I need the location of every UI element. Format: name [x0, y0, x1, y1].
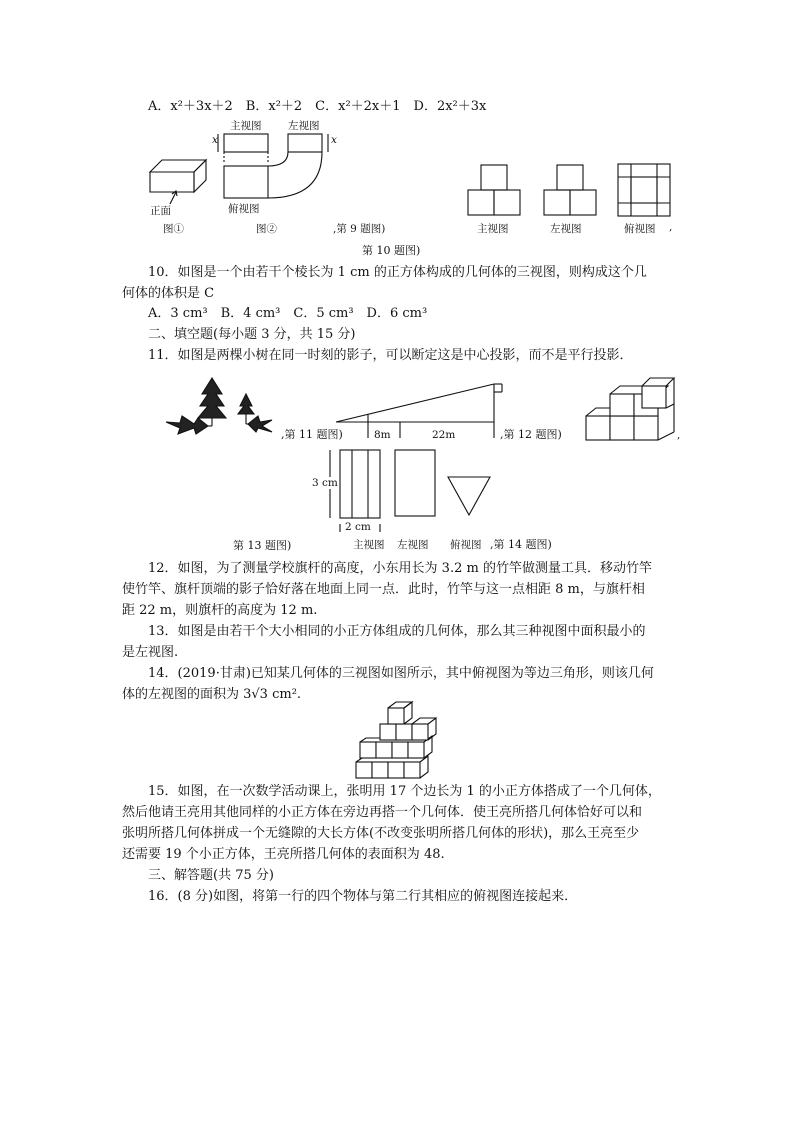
fig10-left-view-label: 左视图	[550, 223, 582, 235]
fig9-front-label: 正面	[150, 205, 171, 217]
fig14-main-view-label: 主视图	[353, 539, 385, 551]
fig9-fig2-label: 图②	[256, 223, 277, 235]
section-2-title: 二、填空题(每小题 3 分，共 15 分)	[148, 327, 356, 342]
fig9-caption: ,第 9 题图)	[333, 223, 386, 235]
q16-text: 16．(8 分)如图，将第一行的四个物体与第二行其相应的俯视图连接起来．	[148, 889, 578, 904]
fig10-caption: 第 10 题图)	[362, 244, 421, 257]
fig11-trees	[164, 376, 284, 436]
fig10-tail: ,	[669, 221, 673, 233]
fig9-top-view-label: 俯视图	[228, 203, 260, 215]
fig13-caption: 第 13 题图)	[233, 539, 292, 552]
q11-text: 11．如图是两棵小树在同一时刻的影子，可以断定这是中心投影，而不是平行投影．	[148, 348, 633, 363]
fig14-top-view-label: 俯视图	[450, 539, 482, 551]
fig13-tail: ,	[677, 429, 681, 441]
q13-line1: 13．如图是由若干个大小相同的小正方体组成的几何体，那么其三种视图中面积最小的	[148, 624, 646, 639]
q12-line1: 12．如图，为了测量学校旗杆的高度，小东用长为 3.2 m 的竹竿做测量工具．移动竹竿	[148, 561, 652, 576]
fig10-top-view	[617, 163, 673, 219]
section-3-title: 三、解答题(共 75 分)	[148, 868, 274, 883]
q10-line1: 10．如图是一个由若干个棱长为 1 cm 的正方体构成的几何体的三视图，则构成这个几	[148, 265, 647, 280]
fig9-left-view-label: 左视图	[288, 120, 320, 132]
fig14-height-label: 3 cm	[312, 477, 338, 489]
q10-line2: 何体的体积是 C	[122, 286, 215, 301]
fig14-width-label: 2 cm	[345, 521, 371, 533]
fig10-main-view	[467, 164, 521, 218]
q15-line1: 15．如图，在一次数学活动课上，张明用 17 个边长为 1 的小正方体搭成了一个几何体，	[148, 784, 661, 799]
fig10-left-view	[543, 164, 597, 218]
q10-options: A．3 cm³ B．4 cm³ C．5 cm³ D．6 cm³	[148, 306, 428, 321]
fig12-dim-8m: 8m	[374, 429, 391, 441]
q14-line1: 14．(2019·甘肃)已知某几何体的三视图如图所示，其中俯视图为等边三角形，则该几何	[148, 666, 654, 681]
fig15-cubes	[352, 702, 442, 782]
q12-line3: 距 22 m，则旗杆的高度为 12 m.	[122, 603, 318, 618]
fig9-x-right: x	[331, 134, 337, 146]
q15-line3: 张明所搭几何体拼成一个无缝隙的大长方体(不改变张明所搭几何体的形状)，那么王亮至少	[122, 826, 640, 841]
fig9-fig1-label: 图①	[163, 223, 184, 235]
fig14-left-view	[393, 450, 439, 522]
fig12-diagram	[334, 380, 504, 440]
q15-line4: 还需要 19 个小正方体，王亮所搭几何体的表面积为 48.	[122, 847, 445, 862]
q14-line2: 体的左视图的面积为 3√3 cm².	[122, 687, 302, 702]
fig12-caption: ,第 12 题图)	[500, 428, 562, 441]
fig10-top-view-label: 俯视图	[624, 223, 656, 235]
q13-line2: 是左视图.	[122, 645, 179, 660]
q15-line2: 然后他请王亮用其他同样的小正方体在旁边再搭一个几何体．使王亮所搭几何体恰好可以和	[122, 805, 643, 820]
fig14-top-view	[446, 475, 496, 525]
fig10-main-view-label: 主视图	[477, 223, 509, 235]
q9-options: A．x²＋3x＋2 B．x²＋2 C．x²＋2x＋1 D．2x²＋3x	[148, 99, 487, 114]
fig14-main-view	[318, 448, 388, 548]
fig14-left-view-label: 左视图	[397, 539, 429, 551]
fig9-x-left: x	[212, 134, 218, 146]
q12-line2: 使竹竿、旗杆顶端的影子恰好落在地面上同一点．此时，竹竿与这一点相距 8 m，与旗杆相	[122, 582, 645, 597]
fig9-main-view-label: 主视图	[230, 120, 262, 132]
fig13-cubes	[584, 376, 684, 444]
fig12-dim-22m: 22m	[432, 429, 456, 441]
fig14-caption: ,第 14 题图)	[490, 538, 552, 551]
fig11-caption: ,第 11 题图)	[281, 428, 343, 441]
